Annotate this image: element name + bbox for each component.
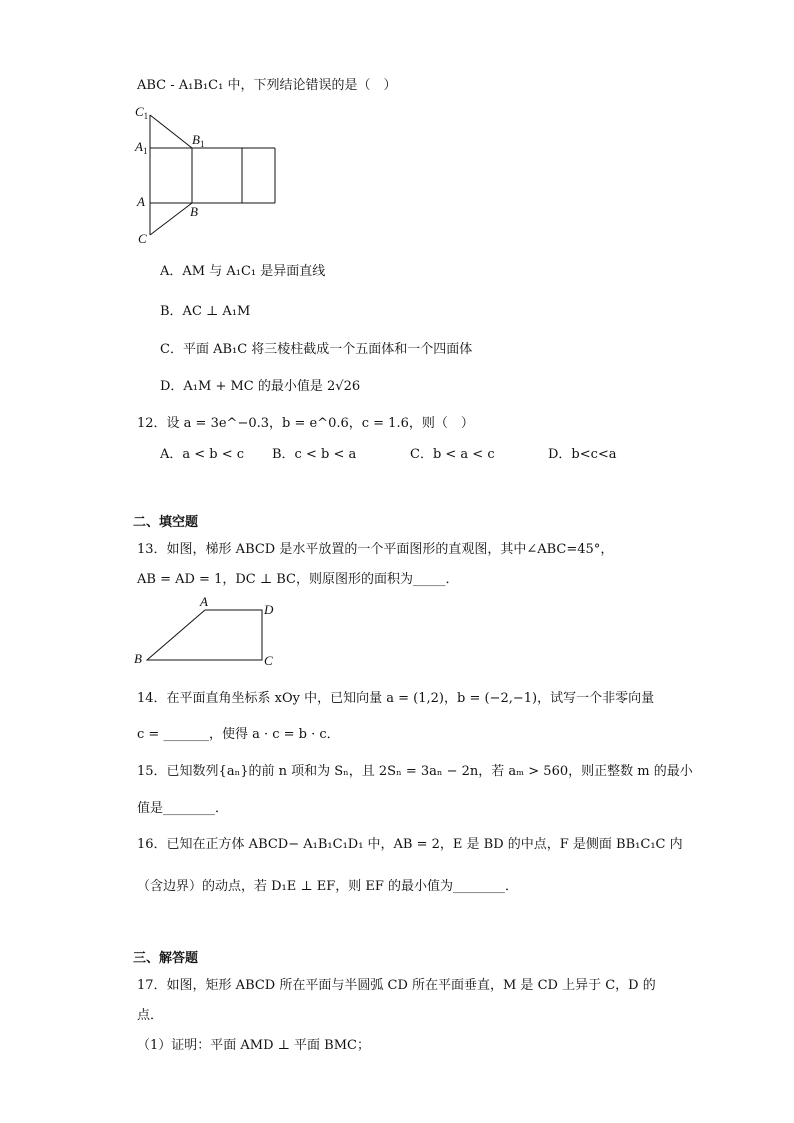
q16-line2: （含边界）的动点，若 D₁E ⊥ EF，则 EF 的最小值为________．	[137, 879, 519, 894]
q11-stem: ABC - A₁B₁C₁ 中，下列结论错误的是（ ）	[137, 78, 397, 93]
net-top-slant	[150, 115, 192, 148]
q11-option-b: B．AC ⊥ A₁M	[160, 304, 251, 319]
trapezoid-figure	[130, 593, 280, 673]
q11-option-a: A．AM 与 A₁C₁ 是异面直线	[160, 264, 326, 279]
label-trap-C: C	[264, 653, 273, 668]
label-trap-B: B	[134, 651, 142, 666]
prism-net-figure	[130, 100, 290, 250]
q15-line2: 值是________．	[137, 801, 229, 816]
section-solve-heading: 三、解答题	[133, 951, 199, 966]
q12-option-c: C．b < a < c	[410, 447, 495, 462]
label-C: C	[138, 231, 147, 246]
q17-line1: 17．如图，矩形 ABCD 所在平面与半圆弧 CD 所在平面垂直，M 是 CD 上异于 C，D 的	[137, 978, 656, 993]
label-C1: $C_1$	[135, 104, 149, 121]
q14-line1: 14．在平面直角坐标系 xOy 中，已知向量 a = (1,2)，b = (−2,−1)，试写一个非零向量	[137, 691, 655, 706]
q12-stem: 12．设 a = 3e^−0.3，b = e^0.6，c = 1.6，则（ ）	[137, 416, 474, 431]
label-A1: $A_1$	[135, 139, 148, 156]
q11-option-c: C．平面 AB₁C 将三棱柱截成一个五面体和一个四面体	[160, 342, 473, 357]
net-bottom-slant	[150, 203, 192, 235]
label-B: B	[190, 204, 198, 219]
label-trap-D: D	[264, 602, 274, 617]
q13-line1: 13．如图，梯形 ABCD 是水平放置的一个平面图形的直观图，其中∠ABC=45°，	[137, 542, 614, 557]
label-A: A	[137, 194, 145, 209]
q16-line1: 16．已知在正方体 ABCD− A₁B₁C₁D₁ 中，AB = 2，E 是 BD 的中点，F 是侧面 BB₁C₁C 内	[137, 837, 683, 852]
q13-line2: AB = AD = 1，DC ⊥ BC，则原图形的面积为_____．	[137, 572, 459, 587]
q12-option-d: D．b<c<a	[548, 447, 617, 462]
q17-line2: 点．	[137, 1008, 164, 1023]
trapezoid-shape	[147, 610, 262, 660]
q17-part1: （1）证明：平面 AMD ⊥ 平面 BMC；	[137, 1038, 370, 1053]
q11-option-d: D．A₁M + MC 的最小值是 2√26	[160, 379, 361, 394]
label-trap-A: A	[200, 594, 208, 609]
label-B1: $B_1$	[192, 132, 205, 149]
q12-option-a: A．a < b < c	[160, 447, 245, 462]
section-fill-in-heading: 二、填空题	[133, 515, 199, 530]
q15-line1: 15．已知数列{aₙ}的前 n 项和为 Sₙ，且 2Sₙ = 3aₙ − 2n，若 aₘ > 560，则正整数 m 的最小	[137, 764, 693, 779]
q12-option-b: B．c < b < a	[272, 447, 357, 462]
q14-line2: c = _______，使得 a · c = b · c．	[137, 727, 340, 742]
